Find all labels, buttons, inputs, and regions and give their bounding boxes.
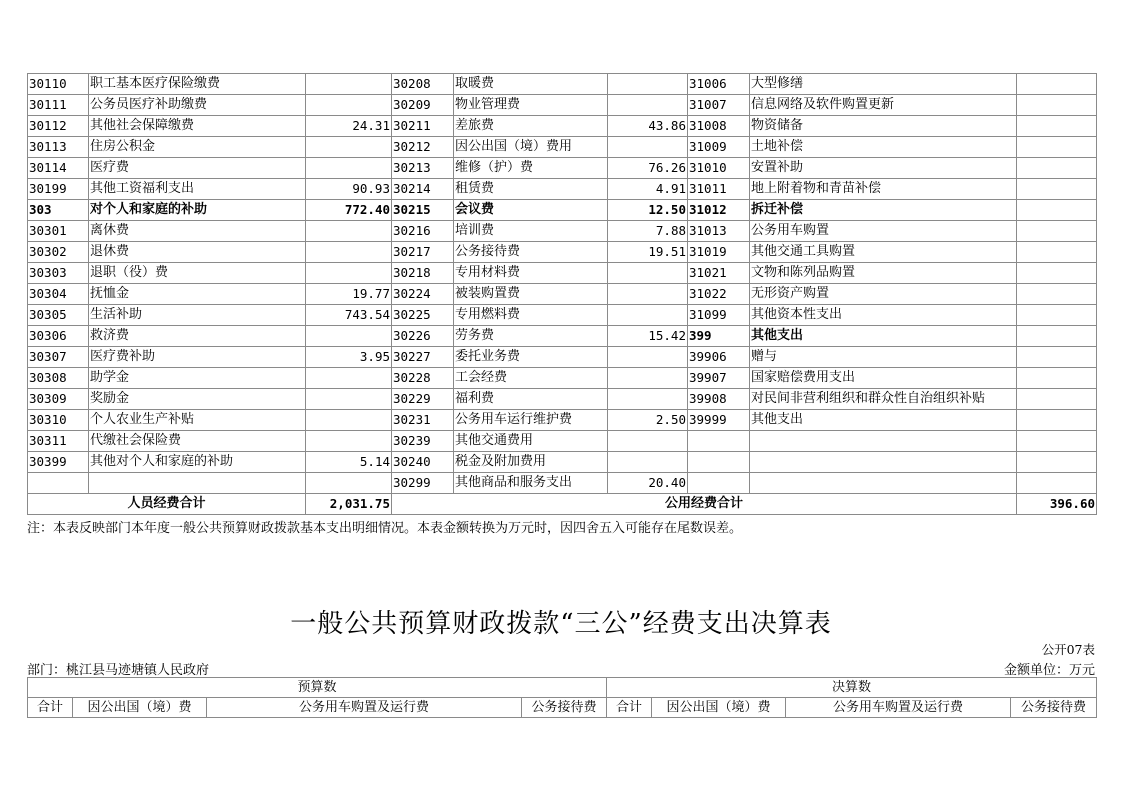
code-cell: 30218 [392,263,454,284]
final-header: 决算数 [607,678,1097,698]
item-name-cell: 医疗费补助 [89,347,306,368]
amount-cell [306,74,392,95]
item-name-cell: 对民间非营利组织和群众性自治组织补贴 [750,389,1017,410]
amount-cell: 3.95 [306,347,392,368]
form-number: 公开07表 [1041,642,1095,657]
item-name-cell: 其他对个人和家庭的补助 [89,452,306,473]
item-name-cell [750,473,1017,494]
table-row [28,389,1097,410]
amount-cell: 19.77 [306,284,392,305]
amount-cell [1017,431,1097,452]
code-cell: 30208 [392,74,454,95]
code-cell: 30212 [392,137,454,158]
amount-cell: 2.50 [608,410,688,431]
table-row [28,95,1097,116]
code-cell: 30308 [28,368,89,389]
item-name-cell: 公务用车购置 [750,221,1017,242]
amount-cell [1017,389,1097,410]
table-row [28,179,1097,200]
amount-cell [1017,326,1097,347]
code-cell: 30110 [28,74,89,95]
amount-cell [1017,200,1097,221]
table-row [28,473,1097,494]
three-public-expenses-table [27,677,1097,718]
amount-cell [306,95,392,116]
amount-cell [1017,305,1097,326]
code-cell: 30227 [392,347,454,368]
amount-cell [608,368,688,389]
header-row-columns [28,698,1097,718]
code-cell: 30305 [28,305,89,326]
code-cell: 30199 [28,179,89,200]
public-total-value: 396.60 [1017,494,1097,515]
item-name-cell: 公务员医疗补助缴费 [89,95,306,116]
code-cell: 30304 [28,284,89,305]
code-cell [688,473,750,494]
code-cell: 31009 [688,137,750,158]
item-name-cell: 因公出国（境）费用 [454,137,608,158]
code-cell: 303 [28,200,89,221]
item-name-cell: 生活补助 [89,305,306,326]
code-cell: 30114 [28,158,89,179]
table-row [28,74,1097,95]
column-header: 因公出国（境）费 [73,698,207,718]
amount-cell [608,347,688,368]
column-header: 因公出国（境）费 [652,698,786,718]
code-cell: 39908 [688,389,750,410]
amount-cell [1017,473,1097,494]
amount-cell: 5.14 [306,452,392,473]
code-cell: 30228 [392,368,454,389]
table-row [28,158,1097,179]
code-cell: 30226 [392,326,454,347]
amount-cell [306,263,392,284]
item-name-cell: 拆迁补偿 [750,200,1017,221]
amount-cell [608,452,688,473]
item-name-cell: 培训费 [454,221,608,242]
code-cell: 30311 [28,431,89,452]
item-name-cell: 职工基本医疗保险缴费 [89,74,306,95]
code-cell: 31012 [688,200,750,221]
code-cell: 31021 [688,263,750,284]
item-name-cell: 其他支出 [750,326,1017,347]
code-cell: 30225 [392,305,454,326]
amount-cell [1017,95,1097,116]
amount-cell: 90.93 [306,179,392,200]
item-name-cell [89,473,306,494]
code-cell: 399 [688,326,750,347]
amount-cell [306,473,392,494]
item-name-cell: 信息网络及软件购置更新 [750,95,1017,116]
code-cell: 39907 [688,368,750,389]
table-row [28,410,1097,431]
item-name-cell: 物业管理费 [454,95,608,116]
item-name-cell: 赠与 [750,347,1017,368]
item-name-cell: 医疗费 [89,158,306,179]
code-cell: 30299 [392,473,454,494]
item-name-cell: 其他工资福利支出 [89,179,306,200]
code-cell: 30224 [392,284,454,305]
item-name-cell: 奖励金 [89,389,306,410]
amount-cell [1017,347,1097,368]
table-note: 注：本表反映部门本年度一般公共预算财政拨款基本支出明细情况。本表金额转换为万元时，因四舍五入可能存在尾数误差。 [27,521,743,536]
code-cell: 30309 [28,389,89,410]
code-cell: 31022 [688,284,750,305]
totals-row [28,494,1097,515]
item-name-cell: 福利费 [454,389,608,410]
amount-cell: 4.91 [608,179,688,200]
item-name-cell: 会议费 [454,200,608,221]
amount-cell [306,137,392,158]
amount-cell [1017,137,1097,158]
column-header: 合计 [607,698,652,718]
amount-cell: 15.42 [608,326,688,347]
item-name-cell: 公务接待费 [454,242,608,263]
amount-cell: 12.50 [608,200,688,221]
code-cell: 30240 [392,452,454,473]
unit-label: 金额单位：万元 [1003,663,1095,678]
amount-cell [608,95,688,116]
page-title: 一般公共预算财政拨款“三公”经费支出决算表 [290,609,832,639]
amount-cell [1017,263,1097,284]
item-name-cell: 退休费 [89,242,306,263]
item-name-cell: 土地补偿 [750,137,1017,158]
code-cell: 31013 [688,221,750,242]
amount-cell [1017,74,1097,95]
code-cell: 30302 [28,242,89,263]
item-name-cell: 无形资产购置 [750,284,1017,305]
item-name-cell: 文物和陈列品购置 [750,263,1017,284]
item-name-cell: 个人农业生产补贴 [89,410,306,431]
amount-cell [306,158,392,179]
item-name-cell: 代缴社会保险费 [89,431,306,452]
column-header: 公务用车购置及运行费 [786,698,1011,718]
code-cell: 31019 [688,242,750,263]
item-name-cell: 救济费 [89,326,306,347]
item-name-cell: 其他交通工具购置 [750,242,1017,263]
amount-cell [608,74,688,95]
code-cell: 30307 [28,347,89,368]
table-row [28,347,1097,368]
amount-cell [1017,116,1097,137]
item-name-cell: 专用材料费 [454,263,608,284]
amount-cell [1017,410,1097,431]
code-cell: 30310 [28,410,89,431]
code-cell: 30209 [392,95,454,116]
item-name-cell: 委托业务费 [454,347,608,368]
table-row [28,368,1097,389]
table-row [28,137,1097,158]
code-cell: 31007 [688,95,750,116]
personnel-total-value: 2,031.75 [306,494,392,515]
item-name-cell: 安置补助 [750,158,1017,179]
amount-cell [1017,242,1097,263]
item-name-cell: 工会经费 [454,368,608,389]
amount-cell [1017,179,1097,200]
item-name-cell: 税金及附加费用 [454,452,608,473]
item-name-cell: 其他支出 [750,410,1017,431]
amount-cell [306,431,392,452]
code-cell: 39999 [688,410,750,431]
personnel-total-label: 人员经费合计 [28,494,306,515]
item-name-cell: 国家赔偿费用支出 [750,368,1017,389]
item-name-cell: 其他交通费用 [454,431,608,452]
amount-cell: 43.86 [608,116,688,137]
table-row [28,200,1097,221]
column-header: 公务用车购置及运行费 [207,698,522,718]
amount-cell [608,305,688,326]
item-name-cell: 离休费 [89,221,306,242]
column-header: 公务接待费 [1011,698,1097,718]
item-name-cell: 租赁费 [454,179,608,200]
table-row [28,305,1097,326]
item-name-cell: 抚恤金 [89,284,306,305]
amount-cell [306,221,392,242]
code-cell: 31011 [688,179,750,200]
item-name-cell: 大型修缮 [750,74,1017,95]
code-cell: 30301 [28,221,89,242]
code-cell: 30399 [28,452,89,473]
amount-cell: 743.54 [306,305,392,326]
code-cell: 30231 [392,410,454,431]
amount-cell [608,431,688,452]
table-row [28,284,1097,305]
amount-cell [306,326,392,347]
department-label: 部门：桃江县马迹塘镇人民政府 [27,663,210,678]
basic-expenditure-table [27,73,1097,515]
table-row [28,431,1097,452]
code-cell: 30306 [28,326,89,347]
public-total-label: 公用经费合计 [392,494,1017,515]
table-row [28,326,1097,347]
amount-cell: 19.51 [608,242,688,263]
item-name-cell: 地上附着物和青苗补偿 [750,179,1017,200]
item-name-cell: 取暖费 [454,74,608,95]
code-cell: 30211 [392,116,454,137]
item-name-cell: 差旅费 [454,116,608,137]
amount-cell [1017,368,1097,389]
amount-cell [608,389,688,410]
code-cell: 31006 [688,74,750,95]
header-row-group [28,678,1097,698]
item-name-cell: 专用燃料费 [454,305,608,326]
code-cell: 30215 [392,200,454,221]
amount-cell [1017,452,1097,473]
code-cell [28,473,89,494]
budget-header: 预算数 [28,678,607,698]
amount-cell [608,263,688,284]
table-row [28,242,1097,263]
amount-cell [608,284,688,305]
item-name-cell: 物资储备 [750,116,1017,137]
code-cell: 30229 [392,389,454,410]
amount-cell: 20.40 [608,473,688,494]
code-cell: 30111 [28,95,89,116]
item-name-cell: 公务用车运行维护费 [454,410,608,431]
code-cell: 30217 [392,242,454,263]
item-name-cell: 其他资本性支出 [750,305,1017,326]
code-cell: 30112 [28,116,89,137]
amount-cell [1017,221,1097,242]
item-name-cell [750,431,1017,452]
code-cell: 30239 [392,431,454,452]
amount-cell: 7.88 [608,221,688,242]
table-row [28,221,1097,242]
amount-cell [306,368,392,389]
table-row [28,452,1097,473]
table-row [28,116,1097,137]
amount-cell: 24.31 [306,116,392,137]
code-cell: 30214 [392,179,454,200]
code-cell: 31010 [688,158,750,179]
amount-cell [1017,284,1097,305]
amount-cell [306,410,392,431]
amount-cell [608,137,688,158]
code-cell: 30113 [28,137,89,158]
item-name-cell: 被装购置费 [454,284,608,305]
item-name-cell: 其他社会保障缴费 [89,116,306,137]
code-cell: 31099 [688,305,750,326]
item-name-cell: 助学金 [89,368,306,389]
item-name-cell [750,452,1017,473]
code-cell: 30303 [28,263,89,284]
code-cell: 31008 [688,116,750,137]
column-header: 公务接待费 [522,698,607,718]
item-name-cell: 住房公积金 [89,137,306,158]
amount-cell [306,242,392,263]
code-cell [688,431,750,452]
item-name-cell: 对个人和家庭的补助 [89,200,306,221]
code-cell: 39906 [688,347,750,368]
amount-cell: 772.40 [306,200,392,221]
column-header: 合计 [28,698,73,718]
item-name-cell: 退职（役）费 [89,263,306,284]
code-cell [688,452,750,473]
amount-cell [1017,158,1097,179]
item-name-cell: 其他商品和服务支出 [454,473,608,494]
item-name-cell: 维修（护）费 [454,158,608,179]
amount-cell: 76.26 [608,158,688,179]
table-row [28,263,1097,284]
item-name-cell: 劳务费 [454,326,608,347]
amount-cell [306,389,392,410]
code-cell: 30216 [392,221,454,242]
code-cell: 30213 [392,158,454,179]
